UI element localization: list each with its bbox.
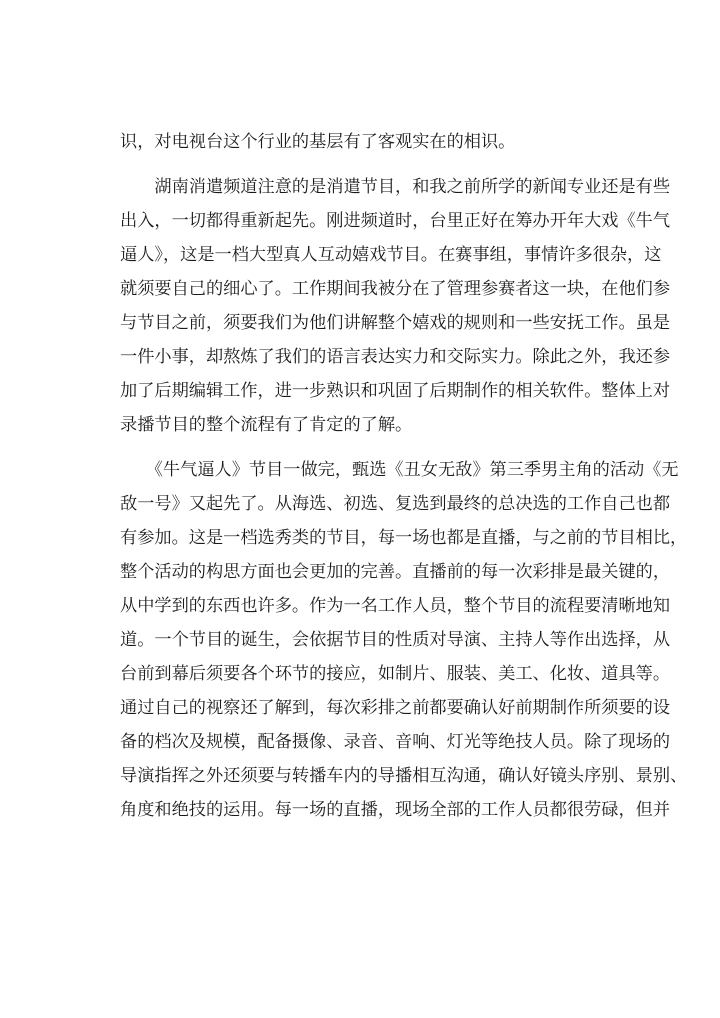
text-line: 出入，一切都得重新起先。刚进频道时，台里正好在筹办开年大戏《牛气 [120, 211, 671, 231]
text-line: 《牛气逼人》节目一做完，甄选《丑女无敌》第三季男主角的活动《无 [120, 460, 679, 480]
paragraph-2 [120, 170, 671, 442]
text-line: 从中学到的东西也许多。作为一名工作人员，整个节目的流程要清晰地知 [120, 596, 671, 616]
text-line: 台前到幕后须要各个环节的接应，如制片、服装、美工、化妆、道具等。 [120, 664, 671, 684]
text-line: 一件小事，却熬炼了我们的语言表达实力和交际实力。除此之外，我还参 [120, 347, 671, 367]
text-line: 导演指挥之外还须要与转播车内的导播相互沟通，确认好镜头序别、景别、 [120, 766, 688, 786]
text-line: 角度和绝技的运用。每一场的直播，现场全部的工作人员都很劳碌，但并 [120, 800, 671, 820]
text-line: 逼人》，这是一档大型真人互动嬉戏节目。在赛事组，事情许多很杂，这 [120, 245, 662, 265]
text-line: 敌一号》又起先了。从海选、初选、复选到最终的总决选的工作自己也都 [120, 494, 671, 514]
text-line: 湖南消遣频道注意的是消遣节目，和我之前所学的新闻专业还是有些 [120, 177, 671, 197]
text-line: 有参加。这是一档选秀类的节目，每一场也都是直播，与之前的节目相比， [120, 528, 688, 548]
text-line: 道。一个节目的诞生，会依据节目的性质对导演、主持人等作出选择，从 [120, 630, 671, 650]
text-line: 识，对电视台这个行业的基层有了客观实在的相识。 [120, 132, 516, 152]
paragraph-1 [120, 125, 610, 159]
text-line: 通过自己的视察还了解到，每次彩排之前都要确认好前期制作所须要的设 [120, 698, 671, 718]
paragraph-gap [120, 159, 610, 170]
paragraph-3 [120, 453, 688, 827]
text-line: 整个活动的构思方面也会更加的完善。直播前的每一次彩排是最关键的， [120, 562, 671, 582]
text-line: 就须要自己的细心了。工作期间我被分在了管理参赛者这一块，在他们参 [120, 279, 671, 299]
document-body [120, 125, 688, 827]
paragraph-gap [120, 442, 610, 453]
text-line: 备的档次及规模，配备摄像、录音、音响、灯光等绝技人员。除了现场的 [120, 732, 671, 752]
text-line: 与节目之前，须要我们为他们讲解整个嬉戏的规则和一些安抚工作。虽是 [120, 313, 671, 333]
text-line: 加了后期编辑工作，进一步熟识和巩固了后期制作的相关软件。整体上对 [120, 381, 671, 401]
text-line: 录播节目的整个流程有了肯定的了解。 [120, 415, 413, 435]
